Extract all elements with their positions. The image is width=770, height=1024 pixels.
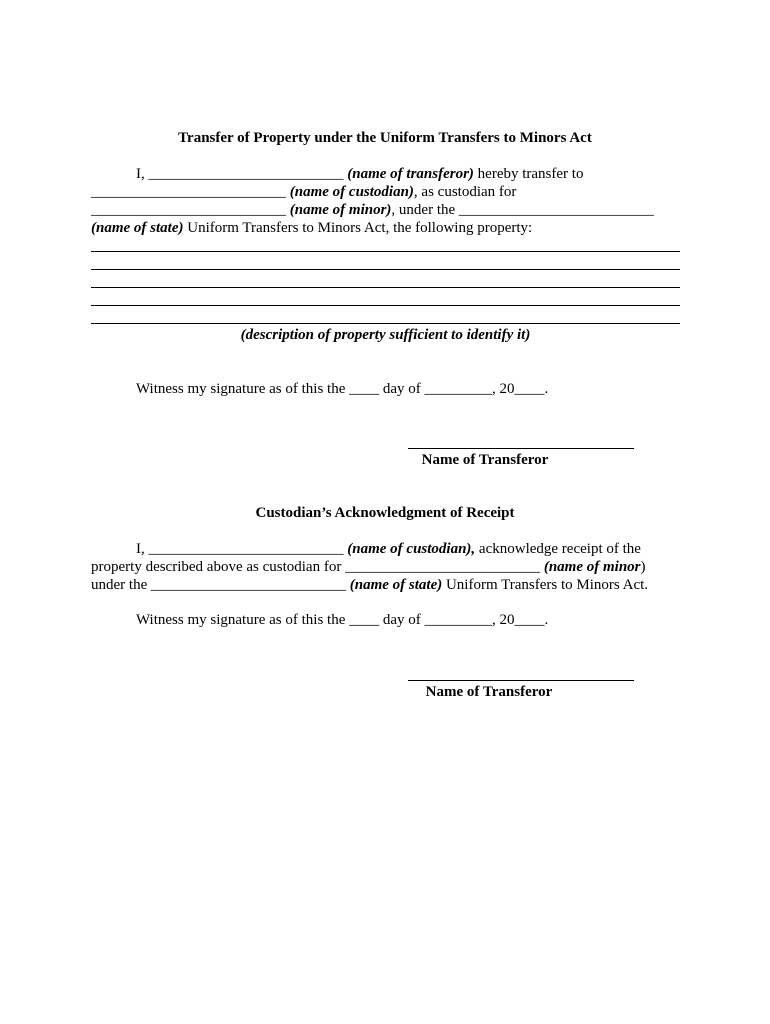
transferor-signature-caption: Name of Transferor xyxy=(421,452,549,468)
property-description-line[interactable] xyxy=(91,323,680,324)
property-description-caption: (description of property sufficient to identify it) xyxy=(240,327,531,343)
ack-state-blank[interactable]: under the __________________________ xyxy=(91,577,350,593)
transfer-line-2-suffix: , as custodian for xyxy=(413,184,517,200)
ack-custodian-blank[interactable]: I, __________________________ xyxy=(136,541,348,557)
custodian-witness-line[interactable]: Witness my signature as of this the ____ day of _________, 20____. xyxy=(136,612,549,628)
state-blank[interactable]: , under the __________________________ xyxy=(391,202,654,218)
ack-line-2-suffix: ) xyxy=(640,559,646,575)
ack-state-label: (name of state) xyxy=(349,577,443,593)
property-description-line[interactable] xyxy=(91,305,680,306)
ack-line-3-suffix: Uniform Transfers to Minors Act. xyxy=(442,577,649,593)
transfer-line-1 xyxy=(136,165,583,183)
custodian-signature-caption: Name of Transferor xyxy=(425,684,553,700)
transfer-line-2 xyxy=(91,183,516,201)
custodian-signature-line[interactable] xyxy=(408,680,634,681)
state-label: (name of state) xyxy=(91,220,184,236)
transferor-witness-line[interactable]: Witness my signature as of this the ____ day of _________, 20____. xyxy=(136,381,549,397)
transferor-label: (name of transferor) xyxy=(347,166,474,182)
property-description-line[interactable] xyxy=(91,287,680,288)
transfer-line-4-suffix: Uniform Transfers to Minors Act, the following property: xyxy=(183,220,533,236)
ack-line-3 xyxy=(91,576,648,594)
ack-custodian-label: (name of custodian), xyxy=(347,541,476,557)
transferor-signature-line[interactable] xyxy=(408,448,634,449)
transferor-blank[interactable]: I, __________________________ xyxy=(136,166,348,182)
custodian-blank[interactable]: __________________________ xyxy=(91,184,290,200)
minor-blank[interactable]: __________________________ xyxy=(91,202,290,218)
ack-minor-blank[interactable]: property described above as custodian for __________________________ xyxy=(91,559,544,575)
transfer-line-1-suffix: hereby transfer to xyxy=(473,166,584,182)
transfer-line-4 xyxy=(91,219,532,237)
custodian-label: (name of custodian) xyxy=(289,184,414,200)
acknowledgment-heading: Custodian’s Acknowledgment of Receipt xyxy=(255,505,515,521)
minor-label: (name of minor) xyxy=(289,202,392,218)
property-description-line[interactable] xyxy=(91,269,680,270)
property-description-line[interactable] xyxy=(91,251,680,252)
ack-minor-label: (name of minor xyxy=(543,559,641,575)
transfer-line-3 xyxy=(91,201,654,219)
ack-line-1-suffix: acknowledge receipt of the xyxy=(475,541,641,557)
ack-line-1 xyxy=(136,540,641,558)
ack-line-2 xyxy=(91,558,646,576)
document-title: Transfer of Property under the Uniform Transfers to Minors Act xyxy=(178,130,592,146)
